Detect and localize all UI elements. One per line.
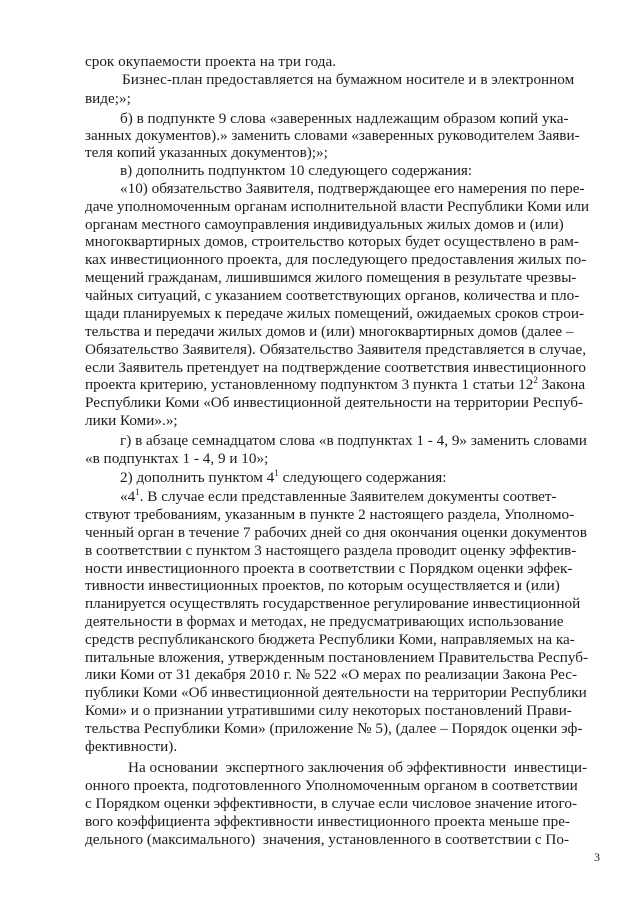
text-line [85, 250, 587, 269]
text-run: «4 [120, 488, 136, 505]
text-line [122, 70, 575, 89]
text-run: даче уполномоченным органам исполнительной власти Республики Коми или [85, 198, 590, 215]
text-run: проекта критерию, установленному подпунктом 3 пункта 1 статьи 12 [85, 376, 534, 393]
text-run: 2) дополнить пунктом 4 [120, 469, 275, 486]
text-run: онного проекта, подготовленного Уполномоченным органом в соответствии [85, 777, 578, 794]
text-line [128, 758, 588, 777]
text-run: следующего содержания: [278, 469, 447, 486]
text-run: лики Коми от 31 декабря 2010 г. № 522 «О мерах по реализации Закона Рес- [85, 666, 577, 683]
superscript: 1 [274, 468, 279, 478]
text-line [85, 286, 580, 305]
text-line [85, 89, 131, 108]
text-run: вого коэффициента эффективности инвестиционного проекта меньше пре- [85, 813, 571, 830]
text-line [85, 630, 575, 649]
text-run: . В случае если представленные Заявителем документы соответ- [139, 488, 557, 505]
text-line [85, 411, 178, 430]
text-line [85, 665, 577, 684]
text-run: теля копий указанных документов);»; [85, 144, 328, 161]
text-run: занных документов).» заменить словами «заверенных руководителем Заяви- [85, 127, 580, 144]
text-line [85, 737, 177, 756]
text-run: ках инвестиционного проекта, для последующего предоставления жилых по- [85, 251, 587, 268]
text-line [85, 576, 560, 595]
text-line [85, 197, 590, 216]
text-line [120, 487, 557, 506]
text-line [85, 830, 570, 849]
text-run: публики Коми «Об инвестиционной деятельности на территории Республики [85, 684, 587, 701]
text-run: ствуют требованиям, указанным в пункте 2 настоящего раздела, Уполномо- [85, 506, 575, 523]
text-run: дельного (максимального) значения, установленного в соответствии с По- [85, 831, 570, 848]
text-line [85, 523, 587, 542]
text-line [120, 468, 446, 487]
text-line [85, 612, 564, 631]
text-run: чайных ситуаций, с указанием соответствующих органов, количества и пло- [85, 287, 580, 304]
text-line [85, 776, 578, 795]
text-line [85, 683, 587, 702]
text-run: г) в абзаце семнадцатом слова «в подпунктах 1 - 4, 9» заменить словами [120, 432, 587, 449]
text-run: На основании экспертного заключения об эффективности инвестици- [128, 759, 588, 776]
text-line [85, 232, 579, 251]
superscript: 1 [135, 487, 140, 497]
text-line [85, 541, 577, 560]
text-run: с Порядком оценки эффективности, в случае если числовое значение итого- [85, 795, 578, 812]
text-line [85, 794, 578, 813]
text-run: ченный орган в течение 7 рабочих дней со дня окончания оценки документов [85, 524, 587, 541]
text-line [85, 52, 336, 71]
text-line [85, 594, 581, 613]
text-line [85, 505, 575, 524]
text-line [85, 701, 572, 720]
text-line [85, 449, 268, 468]
text-run: тельства Республики Коми» (приложение № 5), (далее – Порядок оценки эф- [85, 720, 583, 737]
text-line [120, 431, 587, 450]
text-run: ности инвестиционного проекта в соответствии с Порядком оценки эффек- [85, 560, 573, 577]
text-run: Закона [537, 376, 586, 393]
text-line [85, 719, 583, 738]
text-run: тельства и передачи жилых домов и (или) многоквартирных домов (далее – [85, 323, 574, 340]
text-run: срок окупаемости проекта на три года. [85, 53, 337, 70]
text-run: органам местного самоуправления индивидуальных жилых домов и (или) [85, 216, 564, 233]
text-line [85, 393, 584, 412]
superscript: 2 [533, 375, 538, 385]
text-run: лики Коми».»; [85, 412, 178, 429]
text-line [85, 375, 586, 394]
text-line [85, 812, 571, 831]
text-line [85, 340, 587, 359]
text-line [85, 143, 328, 162]
text-run: мещений гражданам, лишившимся жилого помещения в результате чрезвы- [85, 269, 577, 286]
text-run: в соответствии с пунктом 3 настоящего раздела проводит оценку эффектив- [85, 542, 577, 559]
text-line [120, 161, 472, 180]
text-line [85, 322, 574, 341]
text-run: деятельности в формах и методах, не предусматривающих использование [85, 613, 564, 630]
text-run: виде;»; [85, 90, 131, 107]
text-run: многоквартирных домов, строительство которых будет осуществлено в рам- [85, 233, 579, 250]
text-run: фективности). [85, 738, 178, 755]
text-run: «в подпунктах 1 - 4, 9 и 10»; [85, 450, 269, 467]
text-line [85, 268, 577, 287]
text-run: «10) обязательство Заявителя, подтверждающее его намерения по пере- [120, 180, 585, 197]
text-run: если Заявитель претендует на подтверждение соответствия инвестиционного [85, 359, 587, 376]
text-line [85, 304, 585, 323]
text-run: Республики Коми «Об инвестиционной деятельности на территории Респуб- [85, 394, 584, 411]
text-run: б) в подпункте 9 слова «заверенных надлежащим образом копий ука- [120, 110, 569, 127]
text-run: щади планируемых к передаче жилых помещений, ожидаемых сроков строи- [85, 305, 585, 322]
text-line [120, 179, 585, 198]
text-run: средств республиканского бюджета Республики Коми, направляемых на ка- [85, 631, 575, 648]
text-run: питальные вложения, утвержденным постановлением Правительства Респуб- [85, 649, 589, 666]
text-run: в) дополнить подпунктом 10 следующего содержания: [120, 162, 473, 179]
text-run: планируется осуществлять государственное регулирование инвестиционной [85, 595, 581, 612]
page-number: 3 [594, 850, 600, 864]
text-run: Обязательство Заявителя). Обязательство Заявителя представляется в случае, [85, 341, 587, 358]
text-run: Бизнес-план предоставляется на бумажном носителе и в электронном [122, 71, 575, 88]
text-run: Коми» и о признании утратившими силу некоторых постановлений Прави- [85, 702, 572, 719]
text-run: тивности инвестиционных проектов, по которым осуществляется и (или) [85, 577, 560, 594]
